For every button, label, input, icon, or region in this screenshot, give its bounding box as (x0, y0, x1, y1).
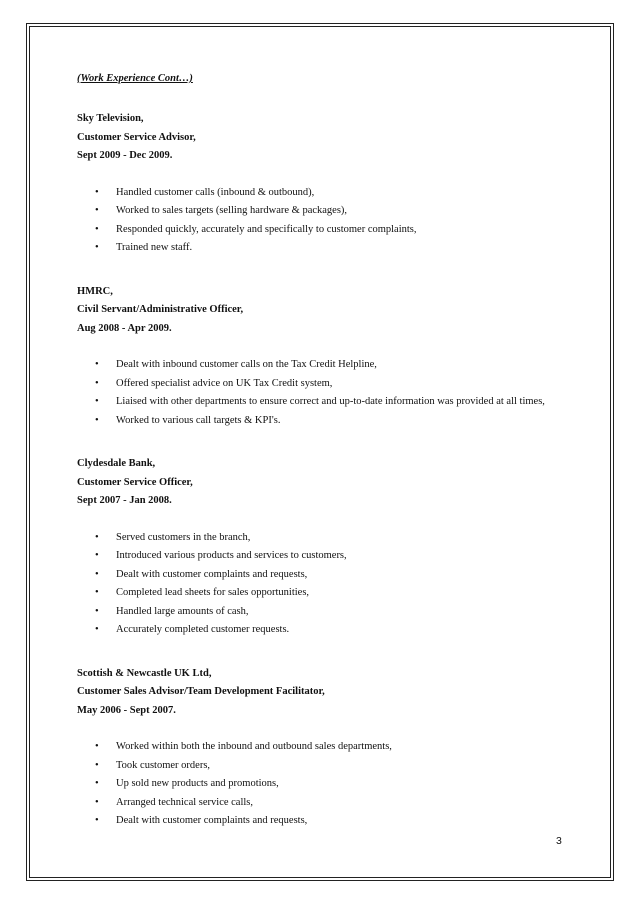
page-number: 3 (556, 835, 562, 847)
bullet-icon: • (95, 759, 99, 771)
list-item (77, 794, 577, 813)
job-company: Sky Television, (77, 113, 144, 124)
bullet-text: Dealt with customer complaints and requests, (116, 568, 308, 580)
bullet-icon: • (95, 550, 99, 561)
list-item (77, 356, 577, 375)
bullet-icon: • (95, 624, 99, 635)
list-item (77, 547, 577, 566)
job-bullet-list (77, 356, 577, 430)
bullet-text: Responded quickly, accurately and specifically to customer complaints, (116, 223, 417, 235)
bullet-icon: • (95, 815, 99, 826)
bullet-text: Completed lead sheets for sales opportunities, (116, 587, 310, 598)
bullet-icon: • (95, 587, 99, 598)
document-content (77, 72, 577, 856)
bullet-text: Worked to various call targets & KPI's. (116, 414, 281, 426)
job-entry-sky (77, 110, 577, 258)
list-item (77, 221, 577, 240)
job-dates: Aug 2008 - Apr 2009. (77, 322, 172, 334)
job-title: Civil Servant/Administrative Officer, (77, 304, 244, 315)
bullet-icon: • (95, 359, 99, 370)
bullet-text: Arranged technical service calls, (116, 796, 254, 808)
list-item (77, 621, 577, 640)
job-company: HMRC, (77, 285, 113, 297)
bullet-text: Dealt with customer complaints and requests, (116, 815, 308, 826)
list-item (77, 239, 577, 258)
bullet-text: Offered specialist advice on UK Tax Credit system, (116, 377, 333, 389)
list-item (77, 412, 577, 431)
job-entry-scottish-newcastle (77, 665, 577, 831)
bullet-icon: • (95, 778, 99, 789)
job-company: Scottish & Newcastle UK Ltd, (77, 667, 212, 679)
list-item (77, 202, 577, 221)
bullet-text: Handled large amounts of cash, (116, 605, 249, 617)
job-title: Customer Sales Advisor/Team Development Facilitator, (77, 686, 325, 697)
bullet-text: Worked within both the inbound and outbound sales departments, (116, 741, 392, 752)
bullet-text: Up sold new products and promotions, (116, 778, 279, 789)
bullet-icon: • (95, 414, 99, 426)
bullet-text: Introduced various products and services to customers, (116, 550, 347, 561)
bullet-icon: • (95, 741, 99, 752)
list-item (77, 529, 577, 548)
bullet-icon: • (95, 568, 99, 580)
job-dates: May 2006 - Sept 2007. (77, 704, 176, 716)
bullet-icon: • (95, 186, 99, 198)
bullet-icon: • (95, 531, 99, 543)
section-subheading: (Work Experience Cont…) (77, 73, 193, 84)
list-item (77, 375, 577, 394)
bullet-text: Worked to sales targets (selling hardware & packages), (116, 205, 348, 216)
job-bullet-list (77, 529, 577, 640)
bullet-text: Dealt with inbound customer calls on the Tax Credit Helpline, (116, 359, 377, 370)
bullet-text: Trained new staff. (116, 242, 193, 253)
job-title: Customer Service Officer, (77, 476, 193, 488)
job-dates: Sept 2007 - Jan 2008. (77, 495, 172, 506)
bullet-text: Accurately completed customer requests. (116, 624, 290, 635)
bullet-text: Handled customer calls (inbound & outbound), (116, 186, 315, 198)
bullet-icon: • (95, 223, 99, 235)
list-item (77, 775, 577, 794)
bullet-icon: • (95, 796, 99, 808)
list-item (77, 603, 577, 622)
job-bullet-list (77, 184, 577, 258)
bullet-icon: • (95, 205, 99, 216)
list-item (77, 738, 577, 757)
list-item (77, 566, 577, 585)
bullet-icon: • (95, 242, 99, 253)
job-title: Customer Service Advisor, (77, 131, 196, 143)
list-item (77, 393, 577, 412)
bullet-text: Liaised with other departments to ensure correct and up-to-date information was provided at all times, (116, 396, 545, 407)
bullet-text: Served customers in the branch, (116, 531, 251, 543)
list-item (77, 584, 577, 603)
list-item (77, 184, 577, 203)
job-entry-hmrc (77, 283, 577, 431)
list-item (77, 757, 577, 776)
job-entry-clydesdale (77, 455, 577, 640)
bullet-icon: • (95, 396, 99, 407)
job-bullet-list (77, 738, 577, 831)
bullet-icon: • (95, 605, 99, 617)
bullet-text: Took customer orders, (116, 759, 211, 771)
bullet-icon: • (95, 377, 99, 389)
job-dates: Sept 2009 - Dec 2009. (77, 150, 173, 161)
job-company: Clydesdale Bank, (77, 458, 156, 469)
list-item (77, 812, 577, 831)
